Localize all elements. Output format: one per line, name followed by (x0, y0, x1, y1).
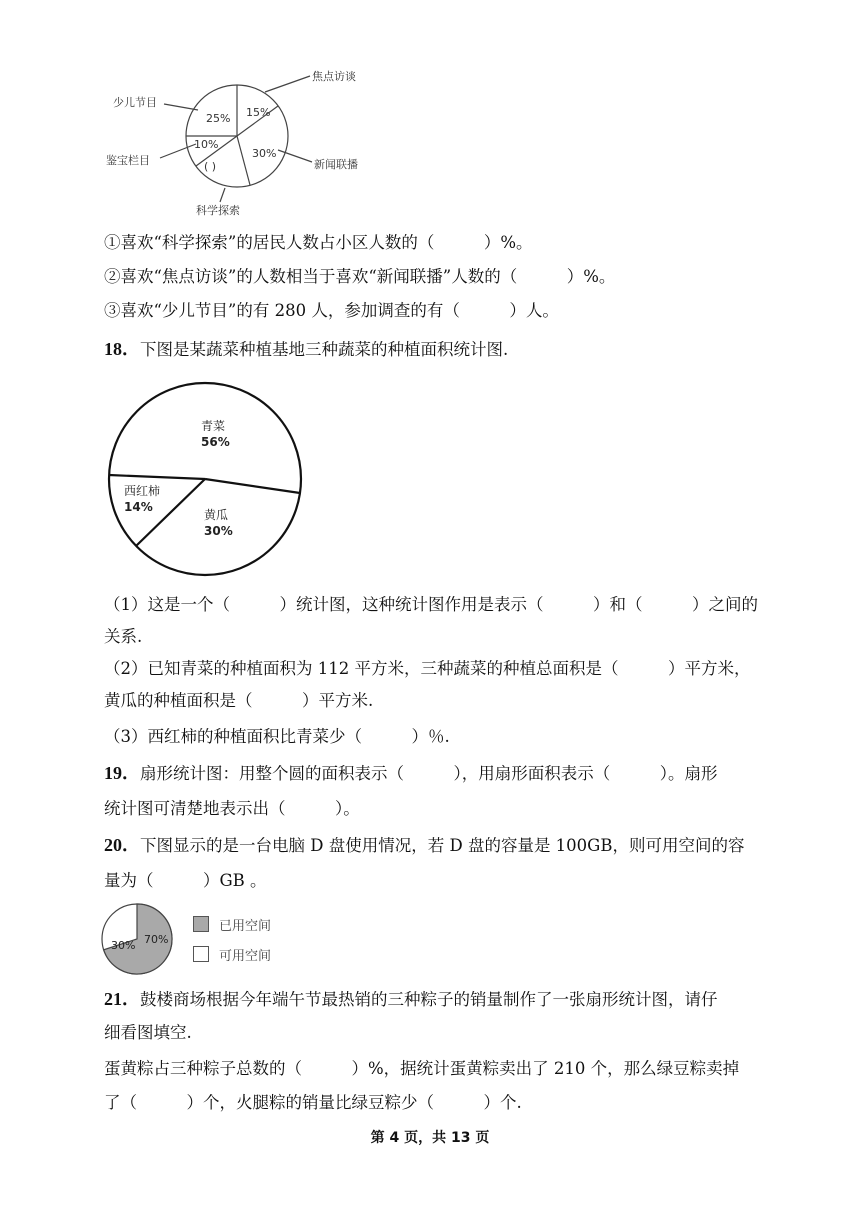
xihongshi-pct: 14% (124, 500, 153, 514)
legend-used-label: 已用空间 (219, 919, 272, 934)
question-number: 19． (104, 763, 140, 783)
q19-line-2: 统计图可清楚地表示出（ ）。 (104, 799, 360, 818)
pct-jiaodian: 15% (246, 106, 271, 119)
free-pct: 30% (111, 939, 136, 952)
question-number: 21． (104, 989, 140, 1009)
qingcai-pct: 56% (201, 435, 230, 449)
q19-line-1-text: 扇形统计图：用整个圆的面积表示（ ），用扇形面积表示（ ）。扇形 (140, 764, 718, 783)
tv-leader-line (220, 188, 225, 202)
q20-line-2: 量为（ ）GB 。 (104, 871, 267, 890)
pct-kexue: ( ) (204, 160, 217, 173)
huanggua-pct: 30% (204, 524, 233, 538)
label-xinwen: 新闻联播 (314, 158, 358, 171)
q18-line-4: 黄瓜的种植面积是（ ）平方米. (104, 691, 374, 710)
pct-xinwen: 30% (252, 147, 277, 160)
disk-usage-pie-chart (100, 902, 180, 978)
q18-line-1: （1）这是一个（ ）统计图，这种统计图作用是表示（ ）和（ ）之间的 (104, 595, 758, 614)
question-number: 20． (104, 835, 140, 855)
q18-line-3: （2）已知青菜的种植面积为 112 平方米，三种蔬菜的种植总面积是（ ）平方米， (104, 659, 751, 678)
q18-title (104, 338, 508, 361)
q18-line-2: 关系. (104, 627, 143, 646)
q17-line-3: ③喜欢“少儿节目”的有 280 人，参加调查的有（ ）人。 (104, 301, 559, 320)
q18-line-5: （3）西红柿的种植面积比青菜少（ ）％. (104, 727, 450, 746)
q18-title-text: 下图是某蔬菜种植基地三种蔬菜的种植面积统计图. (140, 340, 509, 359)
tv-leader-line (265, 76, 310, 92)
label-kexue: 科学探索 (196, 204, 240, 217)
legend-free-swatch (193, 946, 209, 962)
tv-program-pie-chart (100, 64, 390, 224)
q21-line-1-text: 鼓楼商场根据今年端午节最热销的三种粽子的销量制作了一张扇形统计图，请仔 (140, 990, 718, 1009)
tv-leader-line (164, 104, 198, 110)
q21-line-4: 了（ ）个，火腿粽的销量比绿豆粽少（ ）个. (104, 1093, 522, 1112)
label-jianbao: 鉴宝栏目 (106, 154, 150, 167)
q21-line-2: 细看图填空. (104, 1023, 192, 1042)
page-footer: 第 4 页，共 13 页 (370, 1130, 490, 1146)
q21-line-3: 蛋黄粽占三种粽子总数的（ ）%，据统计蛋黄粽卖出了 210 个，那么绿豆粽卖掉 (104, 1059, 740, 1078)
label-shaoer: 少儿节目 (113, 96, 157, 109)
pct-jianbao: 10% (194, 138, 219, 151)
q17-line-2: ②喜欢“焦点访谈”的人数相当于喜欢“新闻联播”人数的（ ）%。 (104, 267, 616, 286)
q17-line-1: ①喜欢“科学探索”的居民人数占小区人数的（ ）%。 (104, 233, 533, 252)
xihongshi-name: 西红柿 (124, 484, 161, 498)
label-jiaodian: 焦点访谈 (312, 70, 356, 83)
q20-line-1-text: 下图显示的是一台电脑 D 盘使用情况，若 D 盘的容量是 100GB，则可用空间的容 (140, 836, 745, 855)
vegetable-pie-chart (100, 378, 320, 578)
q21-line-1 (104, 988, 718, 1011)
pct-shaoer: 25% (206, 112, 231, 125)
legend-free-label: 可用空间 (219, 949, 272, 964)
q19-line-1 (104, 762, 718, 785)
legend-used-swatch (193, 916, 209, 932)
used-pct: 70% (144, 933, 169, 946)
huanggua-name: 黄瓜 (204, 508, 229, 522)
qingcai-name: 青菜 (201, 419, 226, 433)
q20-line-1 (104, 834, 744, 857)
question-number: 18． (104, 339, 140, 359)
